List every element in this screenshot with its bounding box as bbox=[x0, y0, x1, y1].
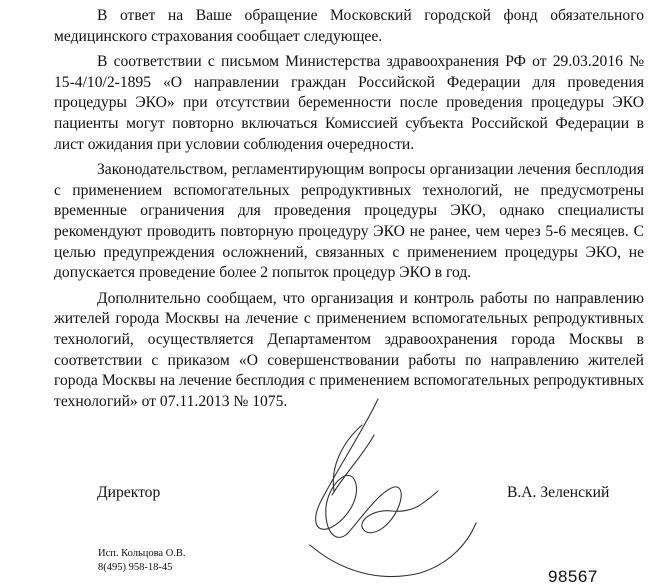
letter-body bbox=[54, 6, 644, 414]
handwritten-signature bbox=[270, 395, 490, 587]
executor-block bbox=[98, 547, 186, 575]
executor-name: Исп. Кольцова О.В. bbox=[98, 548, 186, 559]
paragraph-ministry-letter: В соответствии с письмом Министерства здравоохранения РФ от 29.03.2016 № 15-4/10/2-1895 «О направлении граждан Российской Федерации для проведения процедуры ЭКО» при отсутствии беременности после проведения процедуры ЭКО пациенты могут повторно включаться Комиссией субъекта Российской Федерации в лист ожидания при условии соблюдения очередности. bbox=[54, 53, 644, 153]
paragraph-legislation: Законодательством, регламентирующим вопросы организации лечения бесплодия с применением вспомогательных репродуктивных технологий, не предусмотрены временные ограничения для проведения процедуры ЭКО, однако специалисты рекомендуют проводить повторную процедуру ЭКО не ранее, чем через 5-6 месяцев. С целью предупреждения осложнений, связанных с применением процедуры ЭКО, не допускается проведение более 2 попыток процедур ЭКО в год. bbox=[54, 161, 644, 282]
registration-number: 98567 bbox=[548, 567, 598, 586]
paragraph-intro: В ответ на Ваше обращение Московский городской фонд обязательного медицинского страхования сообщает следующее. bbox=[54, 7, 644, 45]
director-name: В.А. Зеленский bbox=[507, 484, 610, 501]
director-title: Директор bbox=[97, 484, 161, 501]
executor-phone: 8(495) 958-18-45 bbox=[98, 562, 173, 573]
paragraph-additional-info: Дополнительно сообщаем, что организация и контроль работы по направлению жителей города Москвы на лечение с применением вспомогательных репродуктивных технологий, осуществляется Департаментом здравоохранения города Москвы в соответствии с приказом «О совершенствовании работы по направлению жителей города Москвы на лечение бесплодия с применением вспомогательных репродуктивных технологий» от 07.11.2013 № 1075. bbox=[54, 289, 644, 410]
